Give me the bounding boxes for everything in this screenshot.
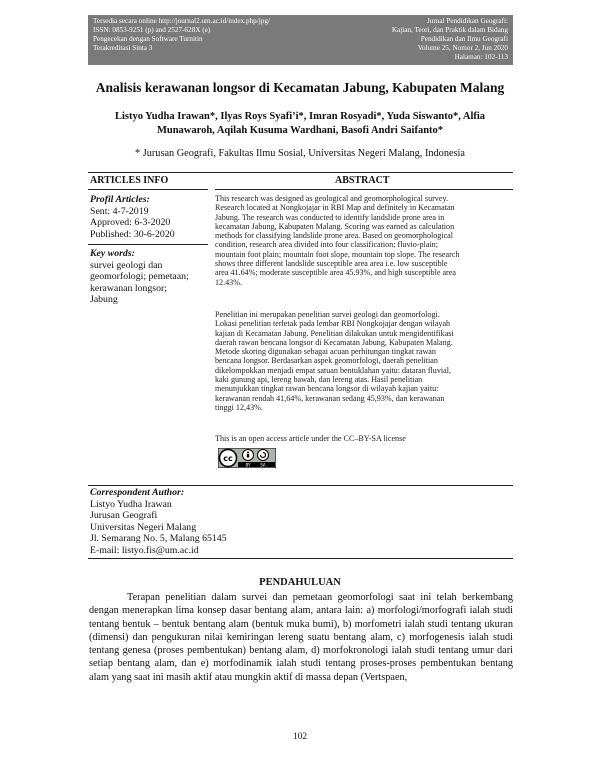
body-line: bentang alam yang saat ini masih aktif atau mungkin aktif di massa depan (Vertspaen, <box>89 658 514 683</box>
author-line: Listyo Yudha Irawan*, Ilyas Roys Syafi’i*, Imran Rosyadi*, Yuda Siswanto*, Alfia <box>114 111 486 122</box>
abstract-indonesian <box>215 310 515 412</box>
body-line: bumi), b) morfometri ialah studi tentang ukuran (dimensi) dan pengukuran nilai <box>89 618 513 643</box>
correspondent-line: Jurusan Geografi <box>90 510 158 521</box>
by-text: BY <box>245 462 251 468</box>
divider <box>215 189 513 190</box>
correspondent-author <box>90 487 227 556</box>
body-line: berkembang dengan menerapkan lima konsep dasar bentang alam, antara lain: a) <box>89 592 513 617</box>
abstrak-line: dikelompokkan menjadi empat satuan bentuklahan yaitu: dataran fluvial, <box>215 365 451 375</box>
keyword-line: kerawanan longsor; <box>90 282 167 294</box>
body-line: pembentukan) bentang alam, d) morfokronologi ialah studi tentang umur dari setiap <box>89 645 514 670</box>
header-left-info <box>93 17 270 53</box>
body-line: morfologi/morfografi ialah studi tentang bentuk – bentuk bentang alam (bentuk muka <box>89 605 514 630</box>
header-right-line: Pendidikan dan Ilmu Geografi <box>420 35 508 43</box>
cc-by-sa-license-icon[interactable] <box>218 448 276 468</box>
abstract-line: 12.43%. <box>215 277 242 287</box>
abstrak-line: Penelitian ini merupakan penelitian survei geologi dan geomorfologi. <box>215 310 440 319</box>
abstract-line: condition, research area divided into four classification; fluvio-plain; <box>215 240 438 250</box>
divider <box>88 172 513 173</box>
header-left-line: Terakreditasi Sinta 3 <box>93 44 153 52</box>
abstract-heading: ABSTRACT <box>335 175 390 186</box>
affiliation: * Jurusan Geografi, Fakultas Ilmu Sosial, Universitas Negeri Malang, Indonesia <box>134 148 465 159</box>
header-left-line: ISSN: 0853-9251 (p) and 2527-628X (e) <box>93 26 211 34</box>
abstract-english <box>215 194 515 287</box>
abstrak-line: kerawanan rendah 41,64%, kerawanan sedang 45,93%, dan kerawanan <box>215 393 445 403</box>
abstrak-line: Lokasi penelitian terletak pada lembar RBI Nongkojajar dengan wilayah <box>215 319 451 329</box>
divider <box>88 558 513 559</box>
author-list <box>80 110 520 138</box>
correspondent-email[interactable]: E-mail: listyo.fis@um.ac.id <box>90 544 199 556</box>
keywords-label: Key words: <box>90 248 135 259</box>
articles-info-heading: ARTICLES INFO <box>90 175 169 186</box>
page-number: 102 <box>292 732 308 742</box>
divider <box>88 485 513 486</box>
body-paragraph <box>89 591 513 684</box>
keyword-line: survei geologi dan <box>90 259 163 271</box>
abstract-line: mountain foot plain; mountain foot slope, mountain top slope. The research <box>215 249 460 259</box>
divider <box>88 189 208 190</box>
keyword-line: Jabung <box>90 294 118 305</box>
divider <box>88 244 208 245</box>
header-right-line: Volume 25, Nomor 2, Jun 2020 <box>417 44 508 52</box>
abstrak-line: daerah rawan bencana longsor di Kecamatan Jabung, Kabupaten Malang. <box>215 337 453 347</box>
article-dates <box>90 194 175 240</box>
abstract-line: area 41.64%; moderate susceptible area 45.93%, and high susceptible area <box>215 268 456 278</box>
body-line: bentang alam, dan e) morfodinamik ialah studi tentang proses-proses pembentukan <box>117 658 476 670</box>
abstract-line: Jabung. The research was conducted to identify landslide prone area in <box>215 212 445 222</box>
header-right-line: Jurnal Pendidikan Geografi: <box>426 17 508 25</box>
abstract-line: shows three different landslide susceptible area area i.e. low susceptible <box>215 259 448 269</box>
sa-text: SA <box>260 462 266 468</box>
header-right-line: Halaman: 102-113 <box>454 53 508 61</box>
abstract-line: Research located at Nongkojajar in RBI Map and definitely in Kecamatan <box>215 203 455 213</box>
date-sent: Sent: 4-7-2019 <box>90 205 149 217</box>
header-left-line: Tersedia secara online http://journal2.um.ac.id/index.php/jpg/ <box>93 17 270 25</box>
section-heading: PENDAHULUAN <box>259 577 341 588</box>
body-line: kemiringan lereng suatu bentang alam, c) morfogenesis ialah studi tentang genesa (proses <box>89 631 513 657</box>
abstrak-line: tinggi 12,43%. <box>215 402 263 412</box>
cc-text: cc <box>223 454 233 463</box>
abstrak-line: bencana longsor. Berdasarkan aspek geomorfologi, daerah penelitian <box>215 356 438 366</box>
body-line: Terapan penelitian dalam survei dan pemetaan geomorfologi saat ini telah <box>127 592 457 603</box>
keywords-block <box>90 248 189 306</box>
correspondent-line: Jl. Semarang No. 5, Malang 65145 <box>90 533 227 544</box>
abstract-line: kecamatan Jabung, Kabupaten Malang. Scoring was earned as calculation <box>215 221 455 231</box>
paper-title: Analisis kerawanan longsor di Kecamatan Jabung, Kabupaten Malang <box>95 80 505 95</box>
abstrak-line: Metode skoring digunakan sebagai acuan perhitungan tingkat rawan <box>215 347 436 357</box>
header-right-line: Kajian, Teori, dan Praktik dalam Bidang <box>391 26 508 34</box>
date-published: Published: 30-6-2020 <box>90 228 175 240</box>
correspondent-line: Listyo Yudha Irawan <box>90 498 172 510</box>
abstract-line: This research was designed as geological and geomorphological survey. <box>215 194 448 203</box>
author-line: Munawaroh, Aqilah Kusuma Wardhani, Basofi Andri Saifanto* <box>156 125 444 136</box>
abstrak-line: kaki gunung api, lereng bawah, dan lereng atas. Hasil penelitian <box>215 375 423 385</box>
header-right-info <box>392 17 508 62</box>
date-approved: Approved: 6-3-2020 <box>90 217 171 228</box>
abstrak-line: kajian di Kecamatan Jabung. Penelitian dilakukan untuk mengidentifikasi <box>215 328 454 338</box>
journal-header-banner <box>88 15 513 65</box>
correspondent-line: Universitas Negeri Malang <box>90 521 197 533</box>
keyword-line: geomorfologi; pemetaan; <box>90 271 189 282</box>
abstract-line: methods for classifying landslide prone area. Based on geomorphological <box>215 231 454 241</box>
license-statement: This is an open access article under the CC–BY-SA license <box>215 434 406 443</box>
abstrak-line: menunjukkan tingkat rawan bencana longsor di wilayah kajian yaitu: <box>215 384 439 394</box>
profil-articles-label: Profil Articles: <box>90 194 150 205</box>
header-left-line: Pengecekan dengan Software Turnitin <box>93 35 203 43</box>
correspondent-label: Correspondent Author: <box>90 487 185 498</box>
